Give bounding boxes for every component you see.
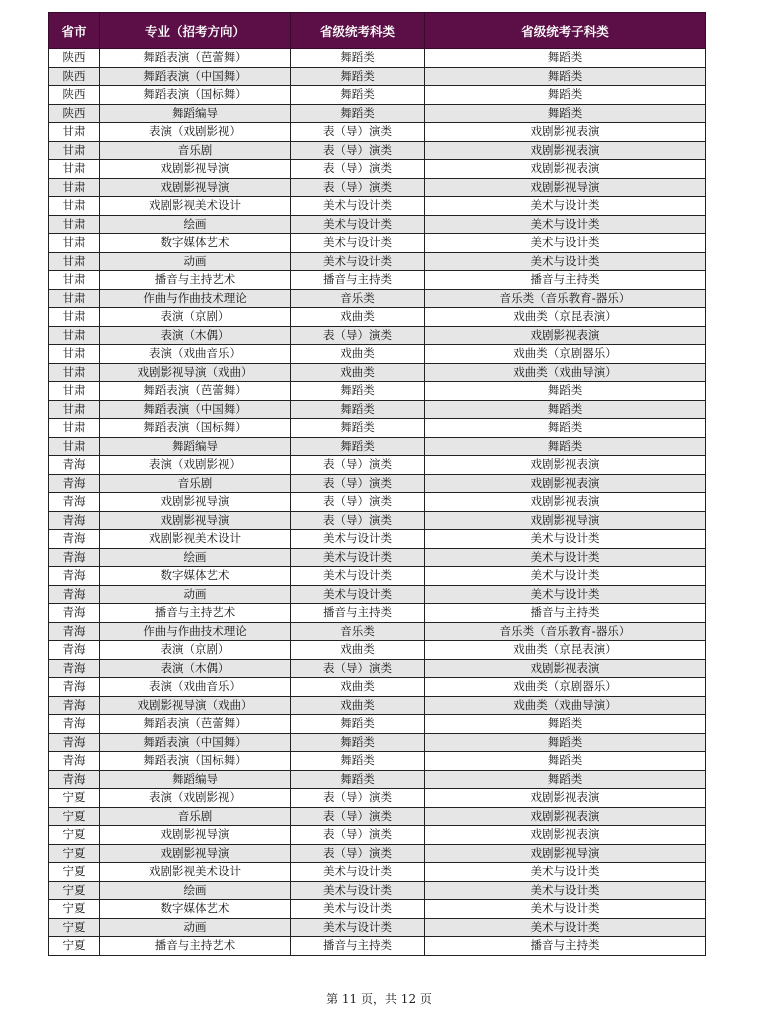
cell-province: 甘肃 [49, 363, 100, 382]
cell-exam-subcategory: 戏曲类（戏曲导演） [425, 363, 706, 382]
cell-exam-category: 戏曲类 [291, 678, 425, 697]
cell-exam-subcategory: 舞蹈类 [425, 104, 706, 123]
cell-major: 表演（戏曲音乐） [100, 678, 291, 697]
cell-province: 甘肃 [49, 178, 100, 197]
cell-exam-subcategory: 舞蹈类 [425, 437, 706, 456]
cell-province: 甘肃 [49, 234, 100, 253]
cell-major: 舞蹈编导 [100, 437, 291, 456]
cell-major: 戏剧影视导演 [100, 160, 291, 179]
cell-major: 作曲与作曲技术理论 [100, 289, 291, 308]
cell-exam-subcategory: 舞蹈类 [425, 400, 706, 419]
cell-exam-category: 美术与设计类 [291, 197, 425, 216]
cell-province: 宁夏 [49, 807, 100, 826]
cell-major: 戏剧影视导演 [100, 844, 291, 863]
cell-exam-subcategory: 美术与设计类 [425, 585, 706, 604]
cell-exam-category: 戏曲类 [291, 641, 425, 660]
cell-exam-category: 舞蹈类 [291, 86, 425, 105]
cell-exam-category: 美术与设计类 [291, 234, 425, 253]
cell-exam-subcategory: 戏曲类（京剧器乐） [425, 678, 706, 697]
cell-exam-category: 美术与设计类 [291, 252, 425, 271]
cell-major: 戏剧影视美术设计 [100, 197, 291, 216]
cell-exam-category: 表（导）演类 [291, 511, 425, 530]
table-row [49, 308, 706, 327]
cell-exam-category: 音乐类 [291, 289, 425, 308]
cell-exam-subcategory: 舞蹈类 [425, 715, 706, 734]
cell-province: 甘肃 [49, 252, 100, 271]
table-row [49, 160, 706, 179]
cell-exam-subcategory: 舞蹈类 [425, 419, 706, 438]
cell-province: 宁夏 [49, 789, 100, 808]
cell-province: 青海 [49, 696, 100, 715]
cell-exam-subcategory: 戏剧影视表演 [425, 789, 706, 808]
table-row [49, 234, 706, 253]
cell-exam-category: 播音与主持类 [291, 937, 425, 956]
cell-major: 舞蹈表演（中国舞） [100, 67, 291, 86]
cell-exam-subcategory: 美术与设计类 [425, 567, 706, 586]
cell-province: 青海 [49, 622, 100, 641]
cell-major: 舞蹈表演（中国舞） [100, 400, 291, 419]
table-row [49, 271, 706, 290]
cell-exam-category: 美术与设计类 [291, 548, 425, 567]
cell-exam-subcategory: 美术与设计类 [425, 252, 706, 271]
cell-major: 舞蹈表演（芭蕾舞） [100, 49, 291, 68]
cell-major: 音乐剧 [100, 141, 291, 160]
cell-province: 青海 [49, 530, 100, 549]
cell-province: 青海 [49, 585, 100, 604]
cell-province: 青海 [49, 474, 100, 493]
cell-major: 绘画 [100, 215, 291, 234]
table-row [49, 49, 706, 68]
cell-exam-subcategory: 戏曲类（京昆表演） [425, 308, 706, 327]
cell-exam-subcategory: 美术与设计类 [425, 548, 706, 567]
cell-province: 陕西 [49, 104, 100, 123]
table-row [49, 437, 706, 456]
cell-exam-category: 表（导）演类 [291, 123, 425, 142]
table-row [49, 678, 706, 697]
cell-exam-category: 播音与主持类 [291, 604, 425, 623]
table-row [49, 918, 706, 937]
cell-exam-category: 美术与设计类 [291, 881, 425, 900]
cell-major: 播音与主持艺术 [100, 937, 291, 956]
cell-province: 甘肃 [49, 419, 100, 438]
table-row [49, 123, 706, 142]
table-row [49, 641, 706, 660]
cell-province: 甘肃 [49, 400, 100, 419]
cell-exam-category: 舞蹈类 [291, 733, 425, 752]
cell-exam-subcategory: 美术与设计类 [425, 900, 706, 919]
cell-exam-subcategory: 播音与主持类 [425, 604, 706, 623]
cell-province: 青海 [49, 659, 100, 678]
cell-exam-category: 表（导）演类 [291, 160, 425, 179]
table-row [49, 881, 706, 900]
cell-exam-subcategory: 戏曲类（戏曲导演） [425, 696, 706, 715]
cell-major: 舞蹈表演（国标舞） [100, 86, 291, 105]
cell-exam-category: 表（导）演类 [291, 789, 425, 808]
table-row [49, 474, 706, 493]
cell-exam-category: 美术与设计类 [291, 900, 425, 919]
cell-major: 播音与主持艺术 [100, 271, 291, 290]
cell-major: 戏剧影视导演（戏曲） [100, 696, 291, 715]
table-row [49, 900, 706, 919]
cell-major: 表演（京剧） [100, 308, 291, 327]
table-row [49, 548, 706, 567]
cell-major: 舞蹈表演（中国舞） [100, 733, 291, 752]
cell-exam-subcategory: 戏剧影视表演 [425, 326, 706, 345]
cell-exam-subcategory: 戏剧影视表演 [425, 456, 706, 475]
table-row [49, 215, 706, 234]
cell-major: 表演（戏剧影视） [100, 123, 291, 142]
cell-exam-category: 表（导）演类 [291, 474, 425, 493]
cell-exam-subcategory: 美术与设计类 [425, 197, 706, 216]
table-row [49, 86, 706, 105]
cell-exam-category: 舞蹈类 [291, 419, 425, 438]
table-row [49, 844, 706, 863]
cell-exam-category: 表（导）演类 [291, 326, 425, 345]
cell-province: 青海 [49, 493, 100, 512]
table-row [49, 752, 706, 771]
table-row [49, 937, 706, 956]
header-major: 专业（招考方向） [100, 13, 291, 49]
cell-exam-subcategory: 美术与设计类 [425, 234, 706, 253]
cell-province: 甘肃 [49, 215, 100, 234]
cell-province: 青海 [49, 752, 100, 771]
cell-exam-subcategory: 戏剧影视表演 [425, 493, 706, 512]
cell-province: 甘肃 [49, 271, 100, 290]
cell-major: 舞蹈编导 [100, 104, 291, 123]
cell-exam-category: 播音与主持类 [291, 271, 425, 290]
cell-major: 表演（戏剧影视） [100, 456, 291, 475]
cell-major: 音乐剧 [100, 807, 291, 826]
cell-major: 数字媒体艺术 [100, 567, 291, 586]
table-row [49, 622, 706, 641]
table-header [49, 13, 706, 49]
cell-province: 陕西 [49, 67, 100, 86]
cell-major: 数字媒体艺术 [100, 234, 291, 253]
cell-major: 绘画 [100, 881, 291, 900]
cell-province: 宁夏 [49, 844, 100, 863]
cell-exam-category: 美术与设计类 [291, 215, 425, 234]
cell-province: 甘肃 [49, 197, 100, 216]
cell-province: 青海 [49, 715, 100, 734]
table-row [49, 178, 706, 197]
table-row [49, 67, 706, 86]
cell-exam-category: 舞蹈类 [291, 752, 425, 771]
cell-exam-subcategory: 舞蹈类 [425, 67, 706, 86]
table-row [49, 456, 706, 475]
cell-exam-subcategory: 戏剧影视表演 [425, 807, 706, 826]
cell-province: 陕西 [49, 49, 100, 68]
table-row [49, 659, 706, 678]
cell-province: 青海 [49, 678, 100, 697]
cell-exam-subcategory: 戏剧影视表演 [425, 659, 706, 678]
cell-province: 青海 [49, 641, 100, 660]
cell-major: 舞蹈表演（芭蕾舞） [100, 715, 291, 734]
cell-exam-subcategory: 播音与主持类 [425, 937, 706, 956]
table-row [49, 511, 706, 530]
cell-major: 舞蹈表演（国标舞） [100, 752, 291, 771]
cell-exam-category: 美术与设计类 [291, 863, 425, 882]
cell-exam-category: 戏曲类 [291, 345, 425, 364]
cell-exam-subcategory: 戏曲类（京昆表演） [425, 641, 706, 660]
cell-province: 甘肃 [49, 308, 100, 327]
cell-exam-category: 美术与设计类 [291, 585, 425, 604]
cell-major: 表演（京剧） [100, 641, 291, 660]
cell-exam-subcategory: 美术与设计类 [425, 918, 706, 937]
cell-exam-category: 表（导）演类 [291, 141, 425, 160]
table-row [49, 363, 706, 382]
cell-major: 播音与主持艺术 [100, 604, 291, 623]
cell-major: 动画 [100, 252, 291, 271]
cell-exam-subcategory: 戏剧影视导演 [425, 178, 706, 197]
page-number-footer: 第 11 页，共 12 页 [326, 992, 432, 1006]
table-row [49, 530, 706, 549]
table-row [49, 696, 706, 715]
table-row [49, 789, 706, 808]
cell-major: 动画 [100, 585, 291, 604]
cell-exam-subcategory: 舞蹈类 [425, 752, 706, 771]
table-row [49, 733, 706, 752]
cell-exam-subcategory: 戏剧影视表演 [425, 160, 706, 179]
cell-province: 宁夏 [49, 918, 100, 937]
cell-major: 戏剧影视导演 [100, 178, 291, 197]
cell-exam-subcategory: 播音与主持类 [425, 271, 706, 290]
header-row [49, 13, 706, 49]
table-row [49, 326, 706, 345]
cell-exam-category: 戏曲类 [291, 696, 425, 715]
table-row [49, 382, 706, 401]
cell-province: 青海 [49, 567, 100, 586]
table-row [49, 419, 706, 438]
cell-major: 音乐剧 [100, 474, 291, 493]
cell-exam-subcategory: 舞蹈类 [425, 733, 706, 752]
cell-major: 戏剧影视导演 [100, 493, 291, 512]
cell-province: 青海 [49, 511, 100, 530]
cell-major: 表演（戏剧影视） [100, 789, 291, 808]
cell-exam-category: 舞蹈类 [291, 715, 425, 734]
cell-province: 甘肃 [49, 160, 100, 179]
cell-exam-category: 舞蹈类 [291, 49, 425, 68]
table-row [49, 715, 706, 734]
cell-exam-category: 戏曲类 [291, 308, 425, 327]
cell-exam-category: 舞蹈类 [291, 382, 425, 401]
cell-exam-subcategory: 舞蹈类 [425, 382, 706, 401]
cell-exam-category: 表（导）演类 [291, 659, 425, 678]
cell-province: 甘肃 [49, 345, 100, 364]
cell-exam-subcategory: 戏剧影视表演 [425, 826, 706, 845]
cell-major: 表演（戏曲音乐） [100, 345, 291, 364]
cell-exam-category: 美术与设计类 [291, 530, 425, 549]
header-exam-category: 省级统考科类 [291, 13, 425, 49]
cell-major: 表演（木偶） [100, 326, 291, 345]
cell-exam-subcategory: 戏曲类（京剧器乐） [425, 345, 706, 364]
cell-exam-category: 表（导）演类 [291, 826, 425, 845]
table-row [49, 104, 706, 123]
table-row [49, 863, 706, 882]
cell-major: 戏剧影视美术设计 [100, 863, 291, 882]
cell-exam-subcategory: 音乐类（音乐教育-器乐） [425, 622, 706, 641]
cell-major: 数字媒体艺术 [100, 900, 291, 919]
table-row [49, 604, 706, 623]
cell-province: 青海 [49, 770, 100, 789]
table-row [49, 826, 706, 845]
cell-province: 甘肃 [49, 123, 100, 142]
cell-exam-category: 戏曲类 [291, 363, 425, 382]
header-exam-subcategory: 省级统考子科类 [425, 13, 706, 49]
cell-exam-subcategory: 舞蹈类 [425, 86, 706, 105]
table-row [49, 400, 706, 419]
cell-exam-category: 表（导）演类 [291, 493, 425, 512]
cell-province: 宁夏 [49, 881, 100, 900]
major-table [48, 12, 706, 956]
cell-major: 动画 [100, 918, 291, 937]
cell-exam-category: 表（导）演类 [291, 178, 425, 197]
cell-province: 宁夏 [49, 826, 100, 845]
cell-province: 甘肃 [49, 437, 100, 456]
cell-province: 青海 [49, 456, 100, 475]
cell-province: 宁夏 [49, 900, 100, 919]
table-body [49, 49, 706, 956]
table-row [49, 141, 706, 160]
table-row [49, 252, 706, 271]
cell-exam-category: 表（导）演类 [291, 844, 425, 863]
cell-exam-subcategory: 戏剧影视表演 [425, 141, 706, 160]
table-row [49, 289, 706, 308]
cell-province: 甘肃 [49, 289, 100, 308]
table-row [49, 807, 706, 826]
cell-major: 戏剧影视导演 [100, 826, 291, 845]
cell-exam-category: 舞蹈类 [291, 437, 425, 456]
cell-province: 甘肃 [49, 141, 100, 160]
cell-exam-subcategory: 戏剧影视导演 [425, 844, 706, 863]
cell-major: 作曲与作曲技术理论 [100, 622, 291, 641]
cell-exam-subcategory: 戏剧影视表演 [425, 474, 706, 493]
cell-exam-subcategory: 美术与设计类 [425, 530, 706, 549]
cell-exam-subcategory: 美术与设计类 [425, 863, 706, 882]
cell-exam-category: 表（导）演类 [291, 807, 425, 826]
cell-major: 戏剧影视美术设计 [100, 530, 291, 549]
cell-exam-subcategory: 美术与设计类 [425, 881, 706, 900]
cell-exam-subcategory: 音乐类（音乐教育-器乐） [425, 289, 706, 308]
header-province: 省市 [49, 13, 100, 49]
table-row [49, 345, 706, 364]
cell-province: 青海 [49, 604, 100, 623]
cell-exam-category: 美术与设计类 [291, 918, 425, 937]
cell-province: 青海 [49, 548, 100, 567]
cell-major: 戏剧影视导演 [100, 511, 291, 530]
cell-exam-subcategory: 美术与设计类 [425, 215, 706, 234]
cell-province: 宁夏 [49, 937, 100, 956]
table-row [49, 197, 706, 216]
cell-major: 舞蹈表演（国标舞） [100, 419, 291, 438]
cell-exam-category: 舞蹈类 [291, 67, 425, 86]
cell-exam-category: 音乐类 [291, 622, 425, 641]
cell-exam-category: 舞蹈类 [291, 770, 425, 789]
cell-exam-category: 舞蹈类 [291, 104, 425, 123]
table-row [49, 585, 706, 604]
cell-exam-subcategory: 舞蹈类 [425, 770, 706, 789]
table-row [49, 493, 706, 512]
cell-exam-subcategory: 戏剧影视表演 [425, 123, 706, 142]
cell-major: 戏剧影视导演（戏曲） [100, 363, 291, 382]
cell-province: 甘肃 [49, 382, 100, 401]
cell-exam-category: 表（导）演类 [291, 456, 425, 475]
table-row [49, 567, 706, 586]
table-row [49, 770, 706, 789]
cell-exam-category: 美术与设计类 [291, 567, 425, 586]
cell-exam-subcategory: 舞蹈类 [425, 49, 706, 68]
cell-province: 青海 [49, 733, 100, 752]
cell-province: 甘肃 [49, 326, 100, 345]
cell-major: 舞蹈编导 [100, 770, 291, 789]
cell-province: 宁夏 [49, 863, 100, 882]
cell-exam-subcategory: 戏剧影视导演 [425, 511, 706, 530]
cell-major: 绘画 [100, 548, 291, 567]
cell-province: 陕西 [49, 86, 100, 105]
cell-exam-category: 舞蹈类 [291, 400, 425, 419]
cell-major: 舞蹈表演（芭蕾舞） [100, 382, 291, 401]
cell-major: 表演（木偶） [100, 659, 291, 678]
